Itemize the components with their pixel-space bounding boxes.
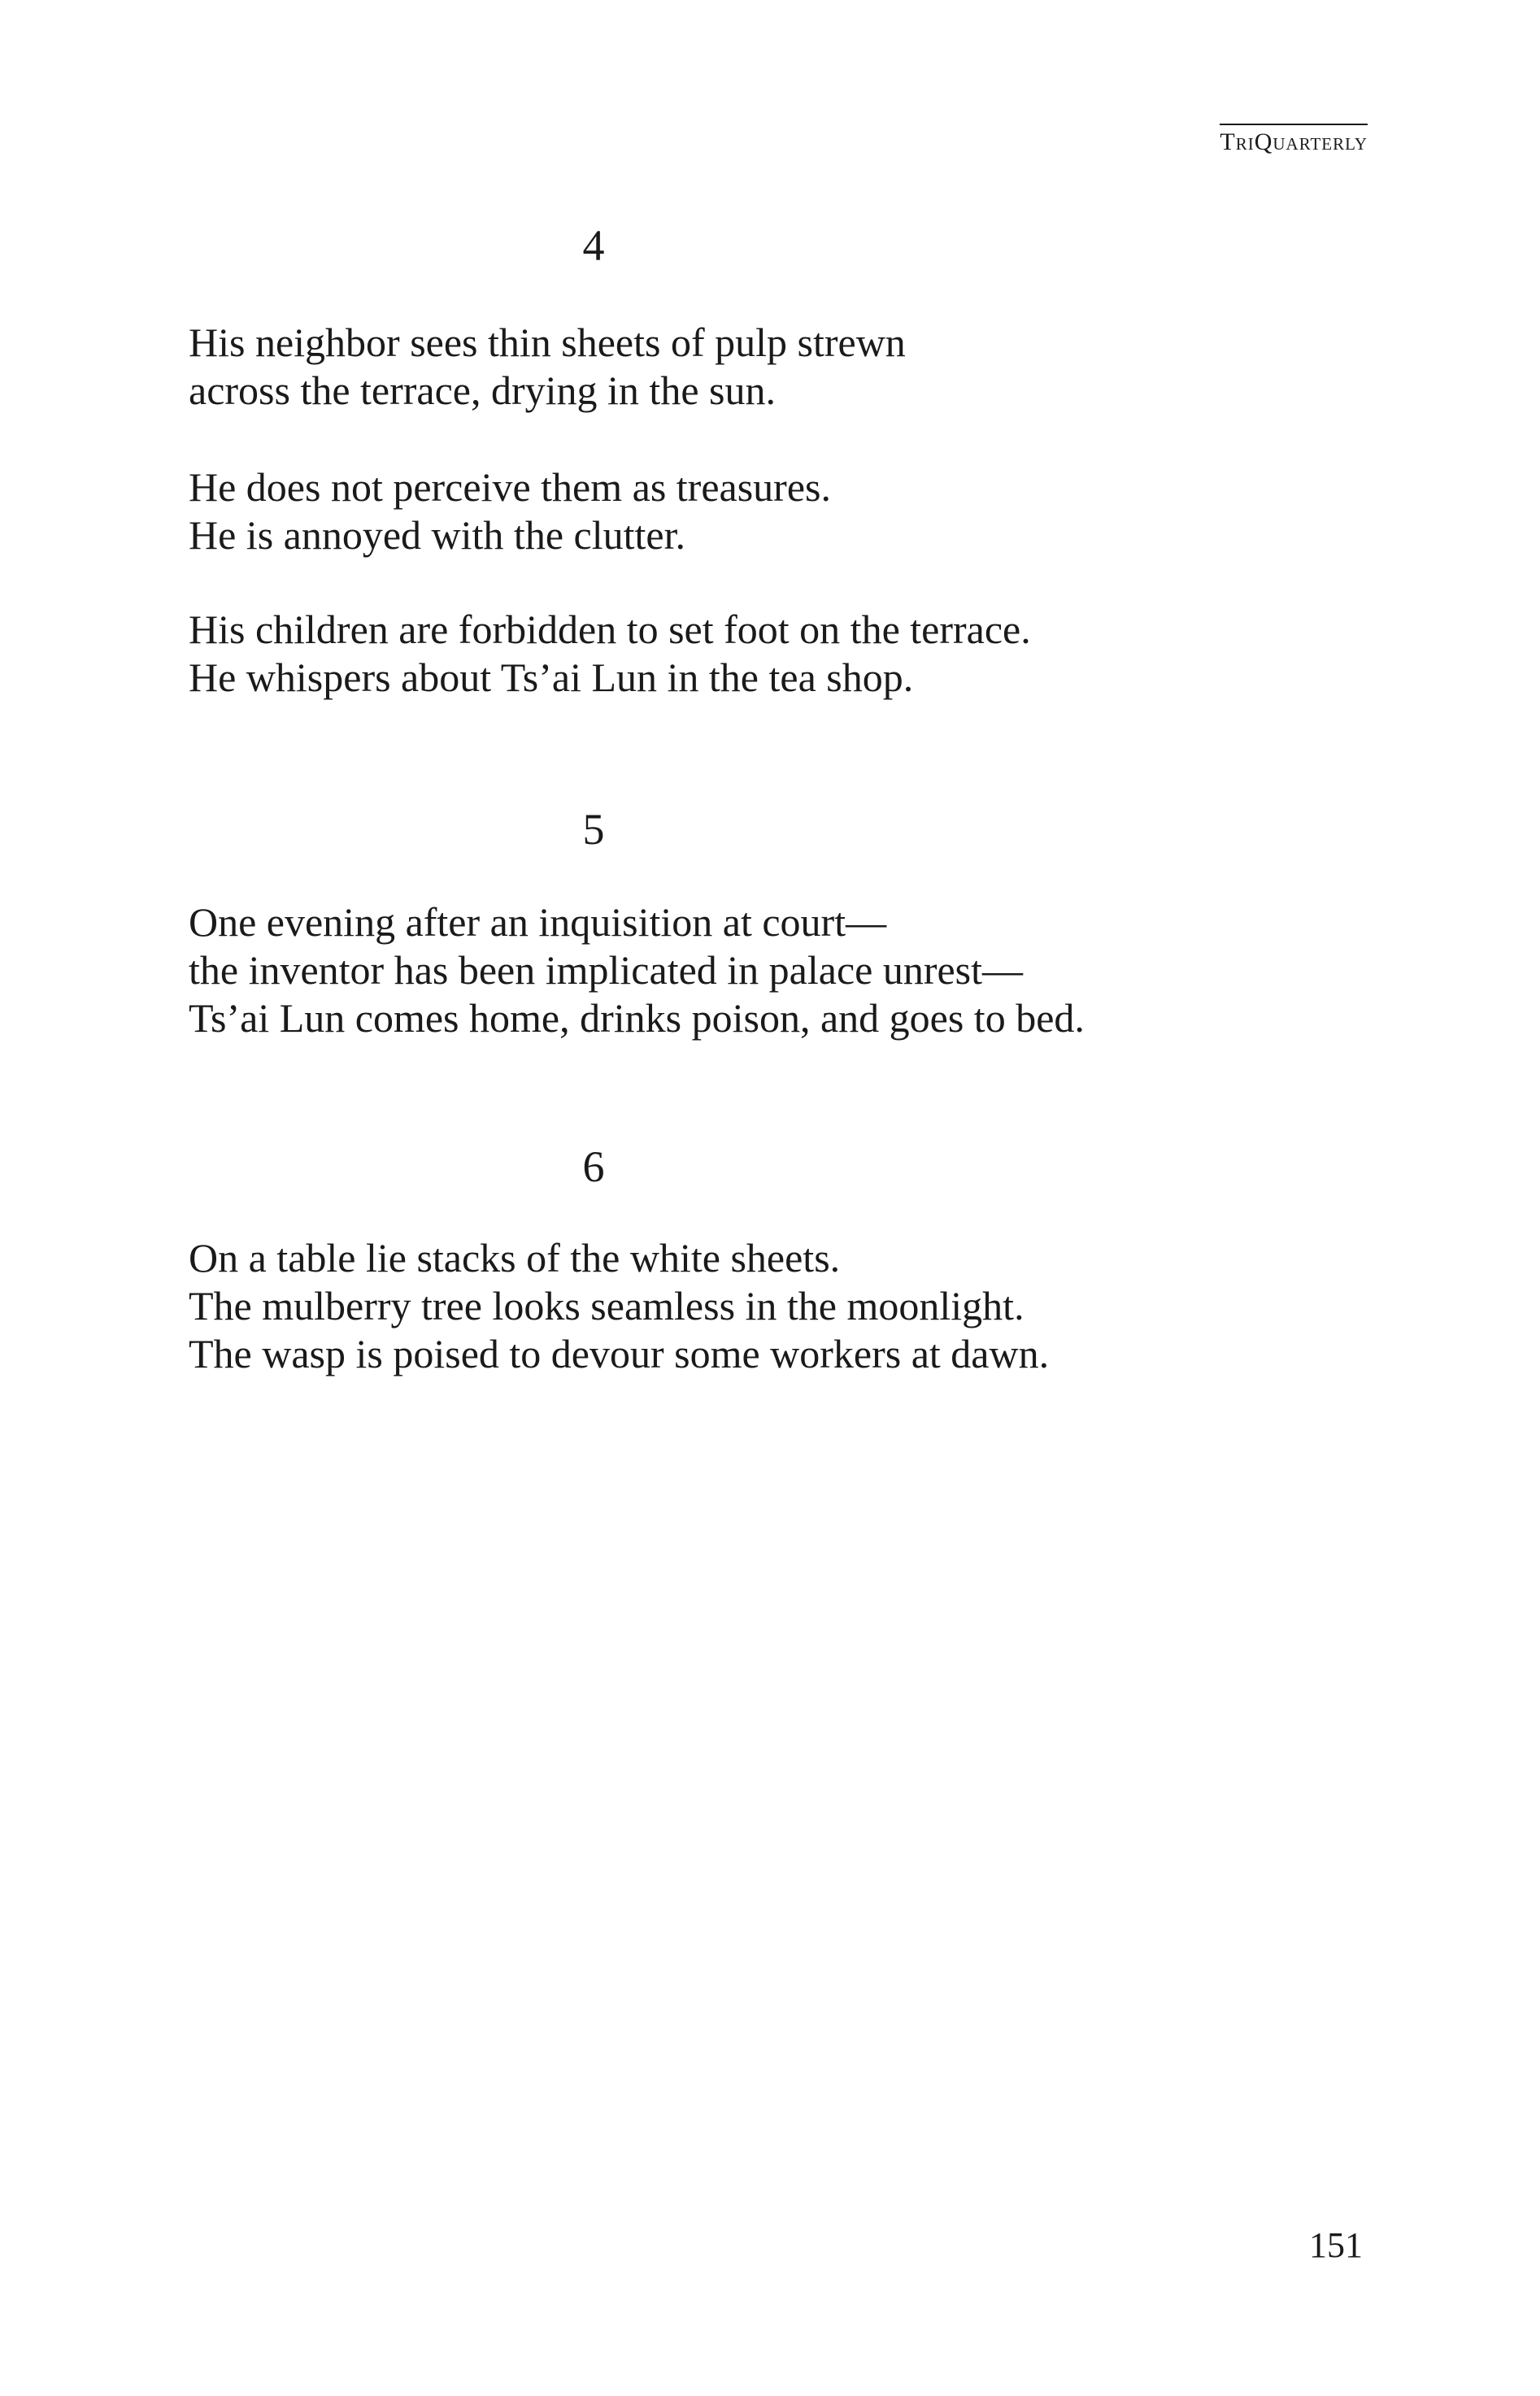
section-number-6: 6 [582,1142,605,1191]
poem-line: His neighbor sees thin sheets of pulp strewn [189,320,906,365]
stanza [189,1234,1049,1378]
poem-line: The mulberry tree looks seamless in the moonlight. [189,1283,1024,1328]
stanza [189,463,831,559]
running-head: TriQuarterly [1220,124,1368,154]
poem-line: His children are forbidden to set foot on the terrace. [189,607,1031,652]
poem-line: On a table lie stacks of the white sheets. [189,1235,841,1281]
stanza [189,319,906,415]
page-number: 151 [1309,2225,1363,2265]
stanza [189,898,1085,1042]
poem-line: The wasp is poised to devour some workers at dawn. [189,1331,1050,1376]
poem-line: across the terrace, drying in the sun. [189,367,776,413]
poem-line: He whispers about Ts’ai Lun in the tea shop. [189,654,914,700]
section-number-4: 4 [582,221,605,270]
poem-line: He does not perceive them as treasures. [189,464,831,510]
poem-line: Ts’ai Lun comes home, drinks poison, and goes to bed. [189,995,1085,1041]
stanza [189,606,1031,702]
section-number-5: 5 [582,805,605,854]
poem-line: He is annoyed with the clutter. [189,512,685,558]
poem-line: the inventor has been implicated in palace unrest— [189,947,1024,993]
poem-line: One evening after an inquisition at court— [189,899,887,945]
